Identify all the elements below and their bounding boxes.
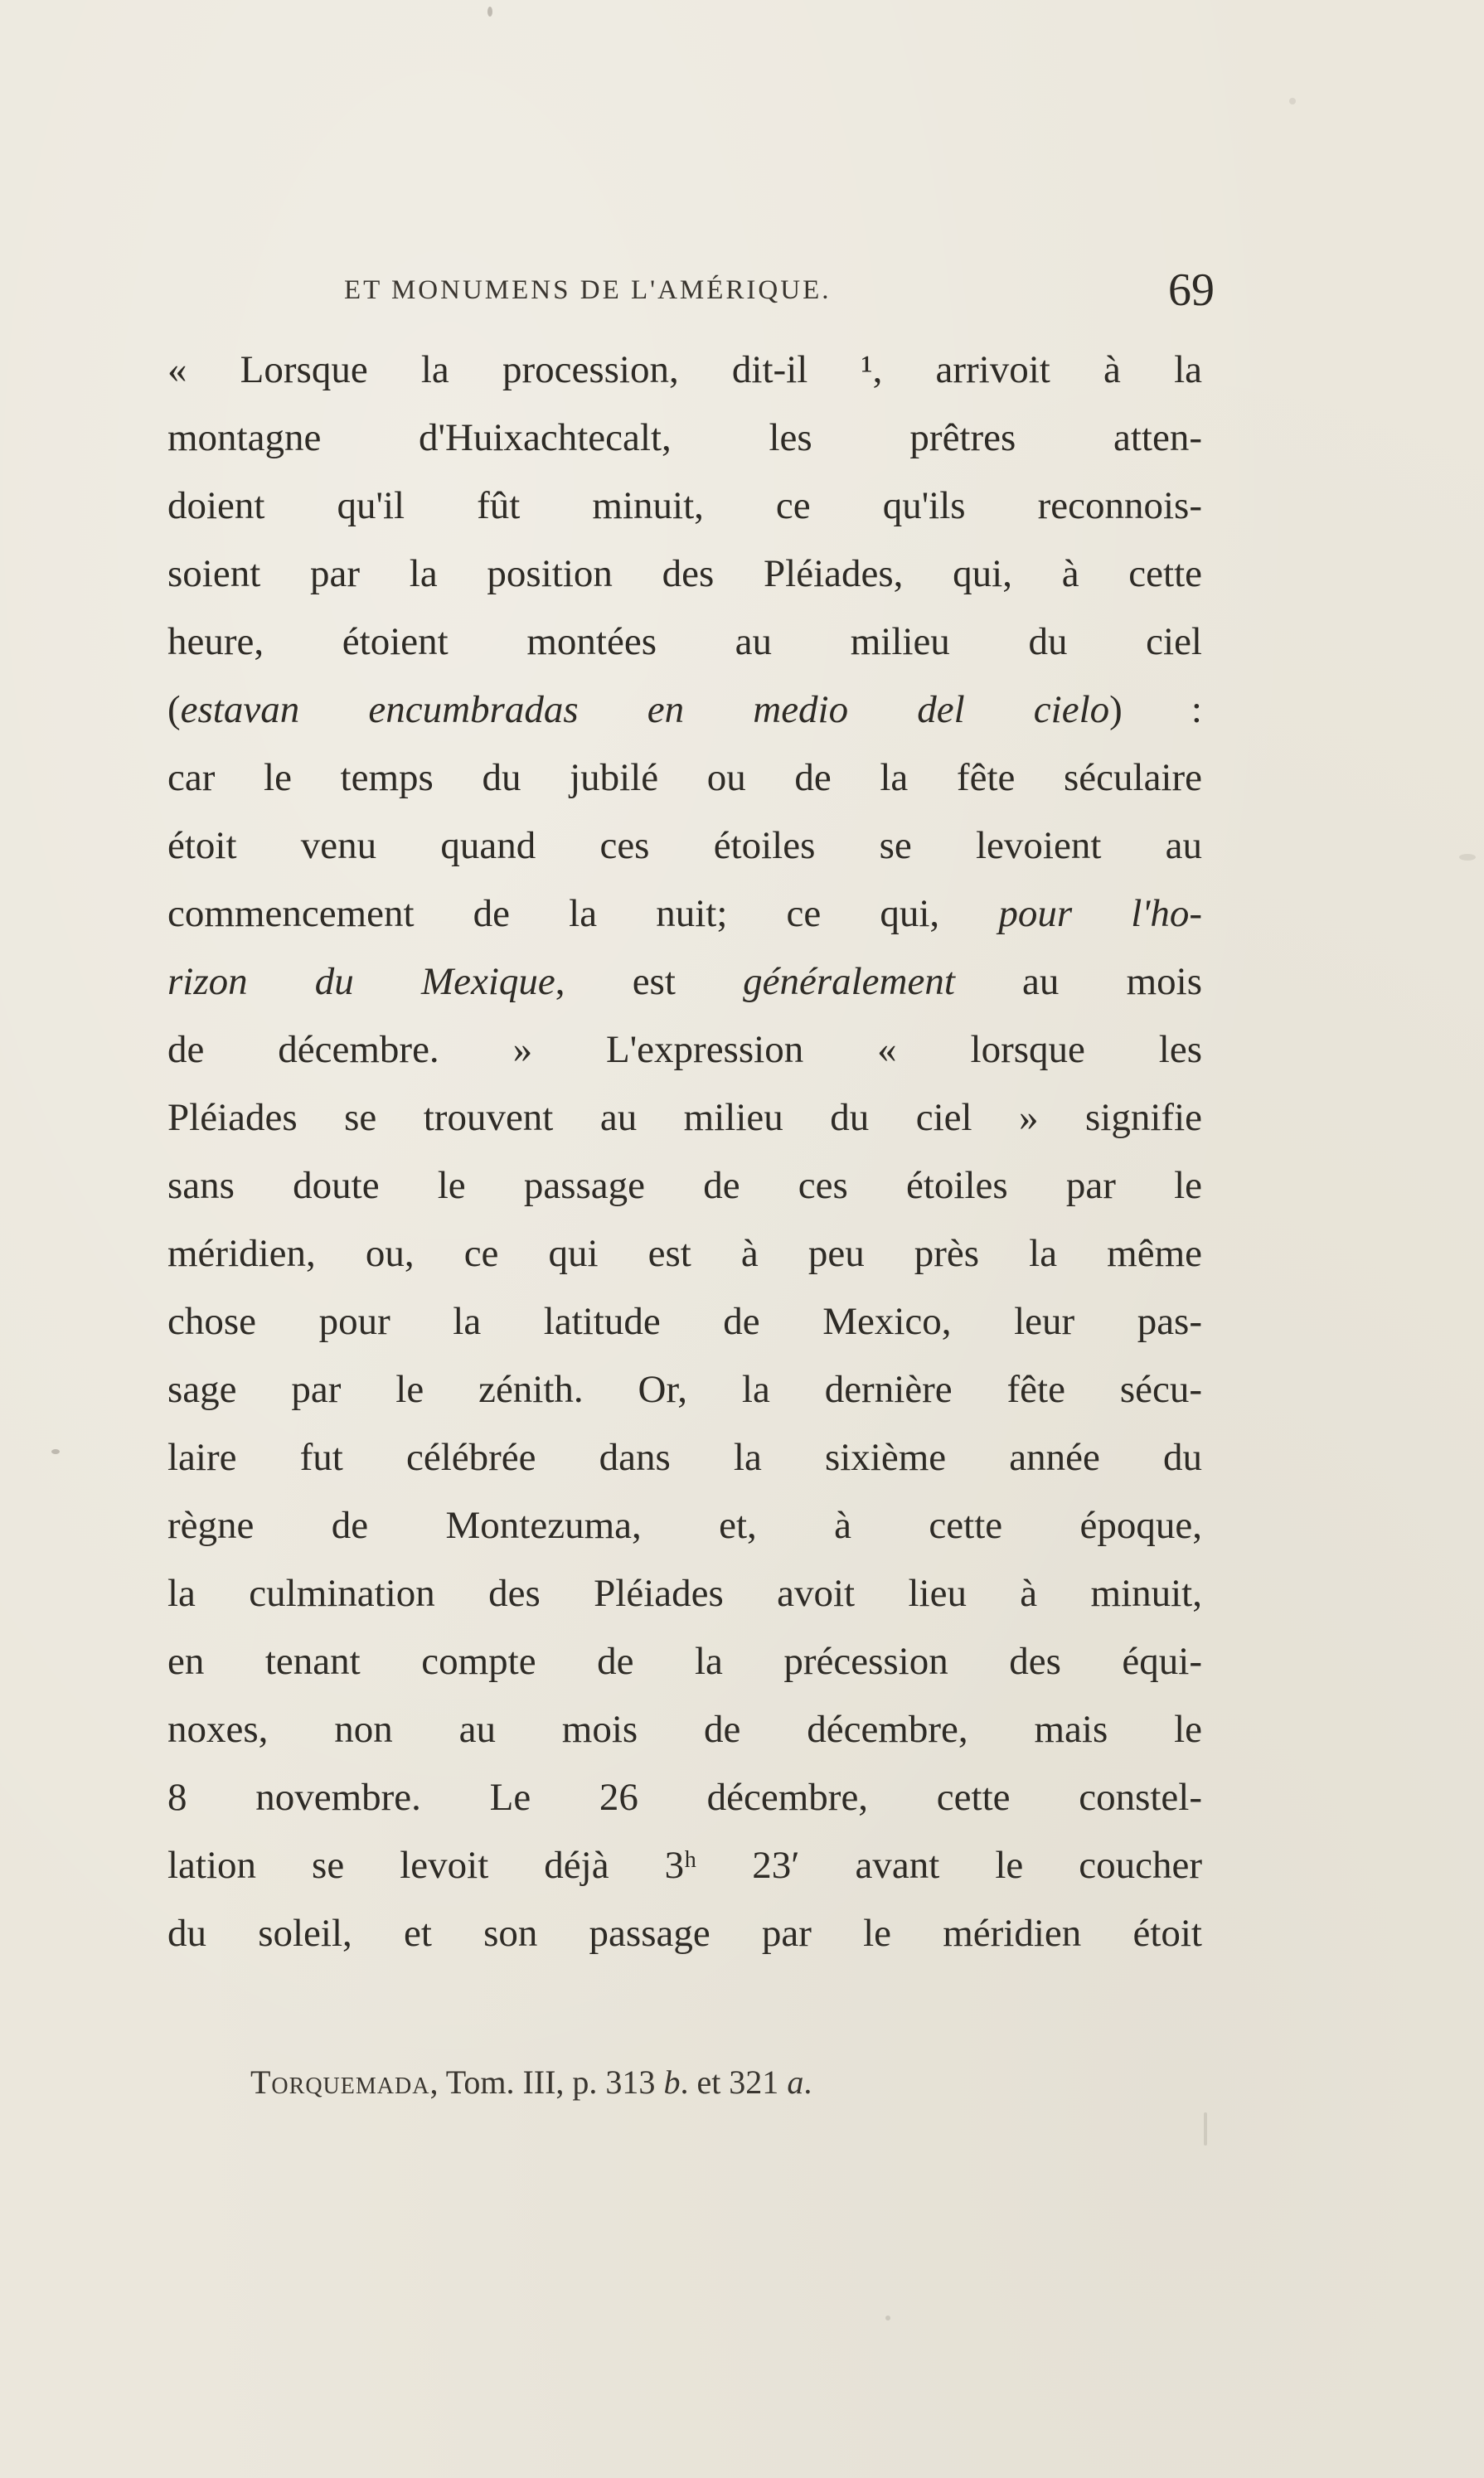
text-segment: sans doute le passage de ces étoiles par le bbox=[167, 1164, 1202, 1207]
text-line bbox=[167, 744, 1202, 812]
footnote-end: . bbox=[803, 2063, 812, 2101]
text-segment: commencement de la nuit; ce qui, bbox=[167, 892, 999, 935]
text-line bbox=[167, 1559, 1202, 1627]
text-segment: Pléiades se trouvent au milieu du ciel » signifie bbox=[167, 1096, 1202, 1139]
text-segment: lation se levoit déjà 3ʰ 23′ avant le coucher bbox=[167, 1844, 1202, 1887]
text-line bbox=[167, 1831, 1202, 1899]
text-segment: 8 novembre. Le 26 décembre, cette constel- bbox=[167, 1776, 1202, 1819]
text-segment: en tenant compte de la précession des équi- bbox=[167, 1640, 1202, 1683]
text-segment: règne de Montezuma, et, à cette époque, bbox=[167, 1504, 1202, 1547]
text-line bbox=[167, 880, 1202, 948]
text-line bbox=[167, 1423, 1202, 1491]
text-line bbox=[167, 608, 1202, 676]
text-segment: heure, étoient montées au milieu du ciel bbox=[167, 620, 1202, 663]
text-line bbox=[167, 1627, 1202, 1695]
footnote bbox=[250, 2063, 812, 2102]
text-segment: du soleil, et son passage par le méridien étoit bbox=[167, 1912, 1202, 1955]
paper-speck bbox=[1459, 854, 1476, 861]
footnote-folio-b: b bbox=[663, 2063, 681, 2101]
text-segment: montagne d'Huixachtecalt, les prêtres atten- bbox=[167, 416, 1202, 459]
text-segment: méridien, ou, ce qui est à peu près la même bbox=[167, 1232, 1202, 1275]
footnote-folio-a: a bbox=[787, 2063, 804, 2101]
text-line bbox=[167, 1899, 1202, 1967]
text-segment: laire fut célébrée dans la sixième année du bbox=[167, 1436, 1202, 1479]
italic-text: rizon du Mexique bbox=[167, 960, 555, 1003]
body-text bbox=[167, 336, 1202, 1967]
footnote-reference-mid: . et 321 bbox=[680, 2063, 788, 2101]
text-line bbox=[167, 540, 1202, 608]
text-segment: , est bbox=[555, 960, 744, 1003]
paper-speck bbox=[1289, 98, 1296, 104]
paper-speck bbox=[885, 2316, 890, 2320]
footnote-reference: , Tom. III, p. 313 bbox=[429, 2063, 664, 2101]
text-segment: au mois bbox=[954, 960, 1202, 1003]
paper-speck bbox=[1204, 2112, 1207, 2146]
text-segment: chose pour la latitude de Mexico, leur pas- bbox=[167, 1300, 1202, 1343]
text-segment: ( bbox=[167, 688, 181, 731]
text-line bbox=[167, 812, 1202, 880]
text-line bbox=[167, 676, 1202, 744]
text-line bbox=[167, 948, 1202, 1016]
text-line bbox=[167, 1695, 1202, 1763]
text-segment: ) : bbox=[1109, 688, 1202, 731]
text-segment: soient par la position des Pléiades, qui, à cette bbox=[167, 552, 1202, 595]
text-line bbox=[167, 1084, 1202, 1152]
text-segment: doient qu'il fût minuit, ce qu'ils reconnois- bbox=[167, 484, 1202, 527]
text-line bbox=[167, 1016, 1202, 1084]
text-line bbox=[167, 336, 1202, 404]
text-line bbox=[167, 1491, 1202, 1559]
paper-speck bbox=[51, 1449, 60, 1454]
text-segment: la culmination des Pléiades avoit lieu à minuit, bbox=[167, 1572, 1202, 1615]
text-segment: de décembre. » L'expression « lorsque les bbox=[167, 1028, 1202, 1071]
text-line bbox=[167, 1152, 1202, 1220]
italic-text: pour l'ho- bbox=[998, 892, 1202, 935]
text-line bbox=[167, 1220, 1202, 1287]
text-line bbox=[167, 472, 1202, 540]
text-segment: car le temps du jubilé ou de la fête séculaire bbox=[167, 756, 1202, 799]
text-line bbox=[167, 404, 1202, 472]
running-title: ET MONUMENS DE L'AMÉRIQUE. bbox=[344, 275, 832, 305]
running-head bbox=[344, 264, 1215, 322]
text-segment: noxes, non au mois de décembre, mais le bbox=[167, 1708, 1202, 1751]
page-number: 69 bbox=[1168, 264, 1215, 316]
italic-text: estavan encumbradas en medio del cielo bbox=[180, 688, 1110, 731]
paper-speck bbox=[487, 7, 492, 17]
footnote-author: Torquemada bbox=[250, 2063, 430, 2101]
text-segment: sage par le zénith. Or, la dernière fête sécu- bbox=[167, 1368, 1202, 1411]
text-line bbox=[167, 1355, 1202, 1423]
text-line bbox=[167, 1763, 1202, 1831]
italic-text: généralement bbox=[743, 960, 955, 1003]
text-segment: « Lorsque la procession, dit-il ¹, arrivoit à la bbox=[167, 348, 1202, 391]
text-segment: étoit venu quand ces étoiles se levoient au bbox=[167, 824, 1202, 867]
text-line bbox=[167, 1287, 1202, 1355]
